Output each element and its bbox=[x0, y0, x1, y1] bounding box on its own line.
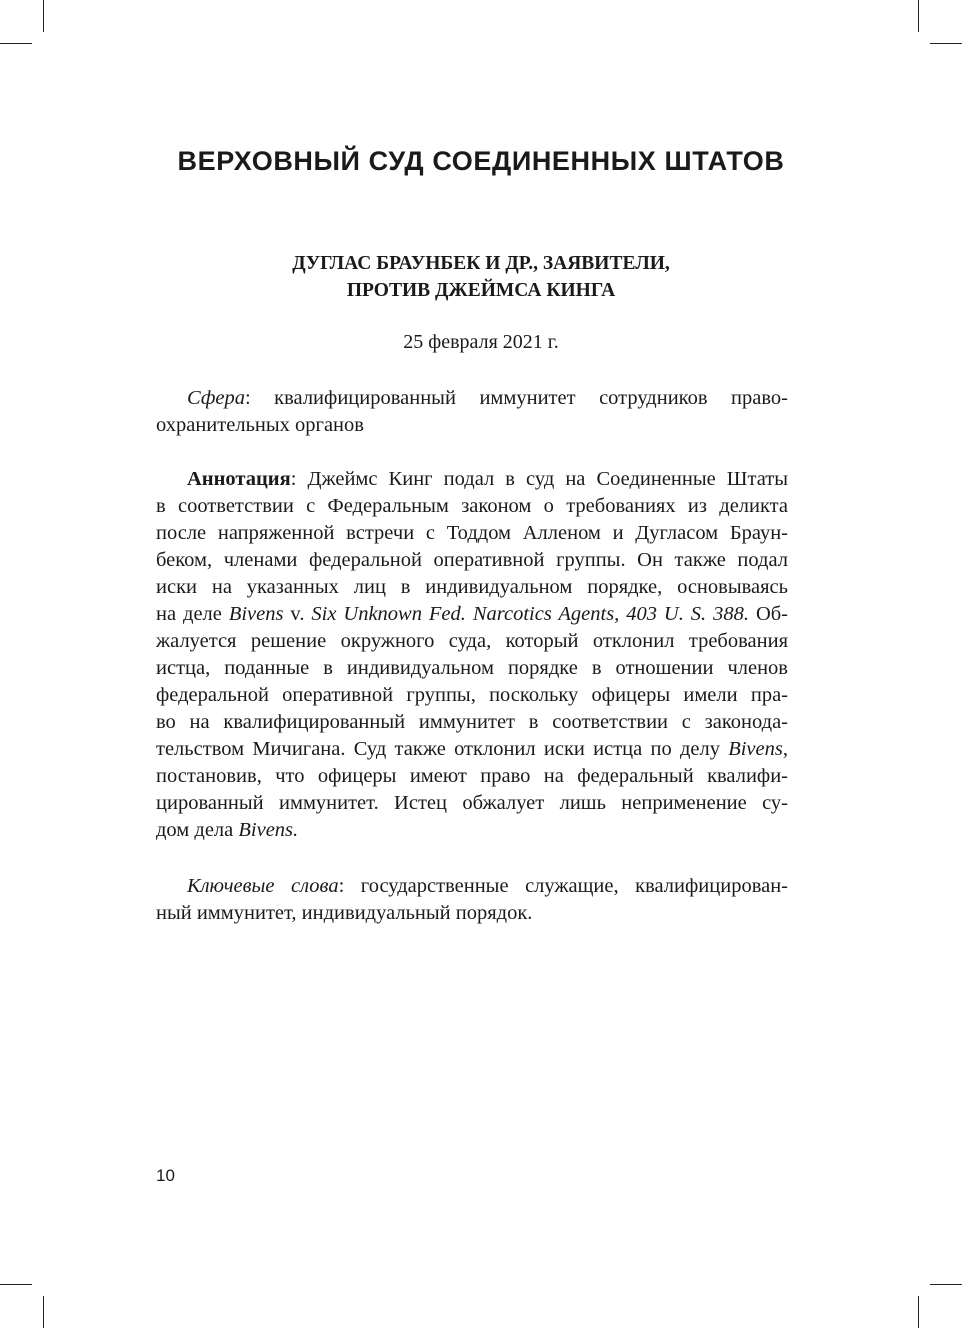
scope-paragraph bbox=[156, 385, 788, 439]
abstract-line-last: дом дела Bivens. bbox=[156, 819, 299, 841]
page-number: 10 bbox=[156, 1166, 175, 1185]
decision-date: 25 февраля 2021 г. bbox=[403, 331, 559, 353]
abstract-line: цированный иммунитет. Истец обжалует лишь неприменение су- bbox=[156, 792, 788, 814]
abstract-paragraph bbox=[156, 466, 788, 844]
crop-mark-top-right-horizontal bbox=[930, 43, 962, 44]
case-citation-bivens: Bivens bbox=[228, 603, 284, 625]
page-heading: ВЕРХОВНЫЙ СУД СОЕДИНЕННЫХ ШТАТОВ bbox=[177, 146, 785, 176]
abstract-line: во на квалифицированный иммунитет в соответствии с законода- bbox=[156, 711, 788, 733]
scope-line-2: охранительных органов bbox=[156, 414, 364, 436]
crop-mark-top-left-vertical bbox=[43, 0, 44, 32]
abstract-label: Аннотация bbox=[187, 468, 291, 490]
abstract-line: после напряженной встречи с Тоддом Алленом и Дугласом Браун- bbox=[156, 522, 788, 544]
case-citation-bivens: Bivens. bbox=[238, 819, 299, 841]
scope-label: Сфера bbox=[187, 387, 245, 409]
case-citation-bivens: Bivens bbox=[728, 738, 783, 760]
crop-mark-top-right-vertical bbox=[918, 0, 919, 32]
abstract-line: в соответствии с Федеральным законом о требованиях из деликта bbox=[156, 495, 788, 517]
crop-mark-bottom-left-vertical bbox=[43, 1296, 44, 1328]
crop-mark-bottom-right-vertical bbox=[918, 1296, 919, 1328]
case-title-line-2: ПРОТИВ ДЖЕЙМСА КИНГА bbox=[346, 280, 616, 301]
case-title bbox=[0, 250, 962, 304]
abstract-line: федеральной оперативной группы, поскольку офицеры имели пра- bbox=[156, 684, 788, 706]
case-citation-full: Six Unknown Fed. Narcotics Agents, 403 U. S. 388. bbox=[311, 603, 749, 625]
abstract-line: беком, членами федеральной оперативной группы. Он также подал bbox=[156, 549, 788, 571]
crop-mark-bottom-left-horizontal bbox=[0, 1284, 32, 1285]
abstract-line: постановив, что офицеры имеют право на федеральный квалифи- bbox=[156, 765, 788, 787]
keywords-line-2: ный иммунитет, индивидуальный порядок. bbox=[156, 902, 533, 924]
crop-mark-top-left-horizontal bbox=[0, 43, 32, 44]
abstract-line-citation: на деле Bivens v. Six Unknown Fed. Narcotics Agents, 403 U. S. 388. Об- bbox=[156, 603, 789, 625]
abstract-line-bivens: тельством Мичигана. Суд также отклонил иски истца по делу Bivens, bbox=[156, 738, 788, 760]
keywords-label: Ключевые слова bbox=[187, 875, 339, 897]
abstract-line: жалуется решение окружного суда, который отклонил требования bbox=[156, 630, 788, 652]
abstract-line-1: Аннотация: Джеймс Кинг подал в суд на Соединенные Штаты bbox=[187, 468, 788, 490]
keywords-line-1: Ключевые слова: государственные служащие, квалифицирован- bbox=[187, 875, 788, 897]
keywords-paragraph bbox=[156, 873, 788, 927]
abstract-line: истца, поданные в индивидуальном порядке в отношении членов bbox=[156, 657, 788, 679]
case-title-line-1: ДУГЛАС БРАУНБЕК И ДР., ЗАЯВИТЕЛИ, bbox=[292, 253, 670, 274]
crop-mark-bottom-right-horizontal bbox=[930, 1284, 962, 1285]
scope-line-1: Сфера: квалифицированный иммунитет сотрудников право- bbox=[187, 387, 788, 409]
abstract-line: иски на указанных лиц в индивидуальном порядке, основываясь bbox=[156, 576, 788, 598]
